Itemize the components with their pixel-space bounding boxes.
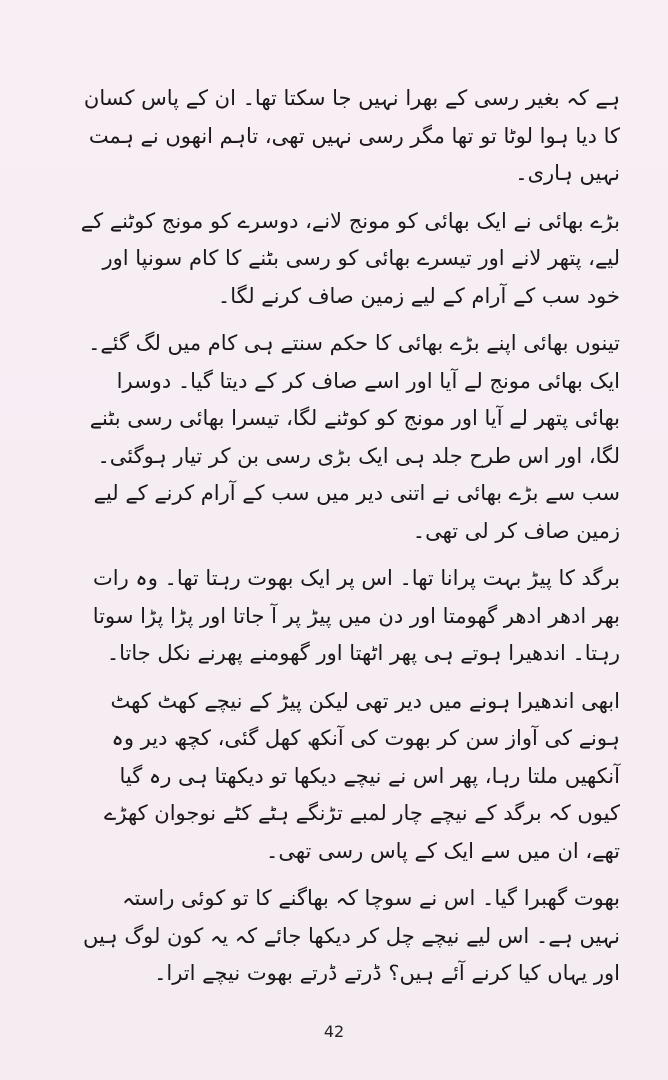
paragraph-4: برگد کا پیڑ بہت پرانا تھا۔ اس پر ایک بھوت رہتا تھا۔ وہ رات بھر ادھر ادھر گھومتا اور دن میں پیڑ پر آ جاتا اور پڑا پڑا سوتا رہتا۔ اندھیرا ہوتے ہی پھر اٹھتا اور گھومنے پھرنے نکل جاتا۔ [92,566,620,665]
paragraph-1: ہے کہ بغیر رسی کے بھرا نہیں جا سکتا تھا۔ ان کے پاس کسان کا دیا ہوا لوٹا تو تھا مگر رسی نہیں تھی، تاہم انھوں نے ہمت نہیں ہاری۔ [83,86,620,185]
page-text [80,80,620,1003]
paragraph-6: بھوت گھبرا گیا۔ اس نے سوچا کہ بھاگنے کا تو کوئی راستہ نہیں ہے۔ اس لیے نیچے چل کر دیکھا جائے کہ یہ کون لوگ ہیں اور یہاں کیا کرنے آئے ہیں؟ ڈرتے ڈرتے بھوت نیچے اترا۔ [83,886,620,985]
paragraph-3: تینوں بھائی اپنے بڑے بھائی کا حکم سنتے ہی کام میں لگ گئے۔ ایک بھائی مونج لے آیا اور اسے صاف کر کے دیتا گیا۔ دوسرا بھائی پتھر لے آیا اور مونج کو کوٹنے لگا، تیسرا بھائی رسی بٹنے لگا، اور اس طرح جلد ہی ایک بڑی رسی بن کر تیار ہوگئی۔ سب سے بڑے بھائی نے اتنی دیر میں سب کے آرام کرنے کے لیے زمین صاف کر لی تھی۔ [88,331,620,543]
paragraph-5: ابھی اندھیرا ہونے میں دیر تھی لیکن پیڑ کے نیچے کھٹ کھٹ ہونے کی آواز سن کر بھوت کی آنکھ کھل گئی، کچھ دیر وہ آنکھیں ملتا رہا، پھر اس نے نیچے دیکھا تو دیکھتا ہی رہ گیا کیوں کہ برگد کے نیچے چار لمبے تڑنگے ہٹے کٹے نوجوان کھڑے تھے، ان میں سے ایک کے پاس رسی تھی۔ [104,688,620,863]
page-number: 42 [323,1022,345,1041]
paragraph-2: بڑے بھائی نے ایک بھائی کو مونج لانے، دوسرے کو مونج کوٹنے کے لیے، پتھر لانے اور تیسرے بھائی کو رسی بٹنے کا کام سونپا اور خود سب کے آرام کے لیے زمین صاف کرنے لگا۔ [80,208,620,308]
